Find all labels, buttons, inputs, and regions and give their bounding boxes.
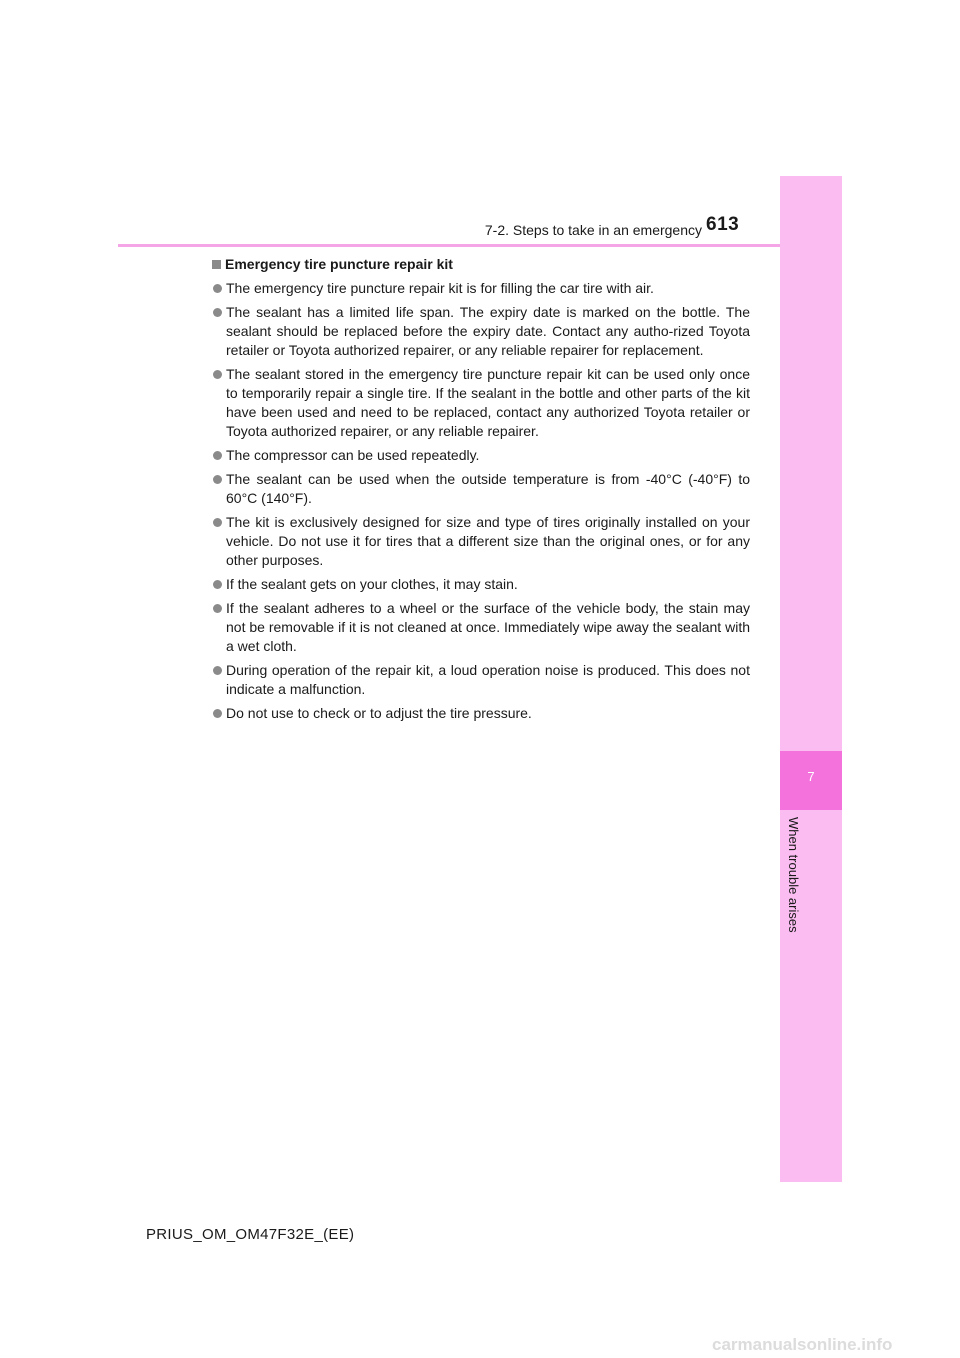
circle-bullet-icon — [213, 666, 222, 675]
bullet-list — [212, 279, 750, 723]
list-item — [212, 575, 750, 594]
list-item — [212, 599, 750, 656]
chapter-title: When trouble arises — [786, 817, 801, 933]
watermark: carmanualsonline.info — [712, 1335, 893, 1354]
chapter-number: 7 — [807, 769, 815, 784]
header-divider — [118, 244, 842, 247]
list-item-text: If the sealant gets on your clothes, it may stain. — [226, 576, 518, 592]
list-item — [212, 513, 750, 570]
circle-bullet-icon — [213, 451, 222, 460]
list-item-text: If the sealant adheres to a wheel or the surface of the vehicle body, the stain may not be removable if it is not cleaned at once. Immediately wipe away the sealant with a wet cloth. — [226, 600, 750, 654]
circle-bullet-icon — [213, 518, 222, 527]
circle-bullet-icon — [213, 475, 222, 484]
list-item-text: The compressor can be used repeatedly. — [226, 447, 480, 463]
list-item — [212, 365, 750, 441]
circle-bullet-icon — [213, 308, 222, 317]
list-item-text: The sealant can be used when the outside temperature is from -40°C (-40°F) to 60°C (140°F). — [226, 471, 750, 506]
list-item-text: During operation of the repair kit, a loud operation noise is produced. This does not indicate a malfunction. — [226, 662, 750, 697]
list-item — [212, 279, 750, 298]
square-bullet-icon — [212, 260, 221, 269]
list-item-text: The emergency tire puncture repair kit is for filling the car tire with air. — [226, 280, 654, 296]
list-item — [212, 470, 750, 508]
chapter-side-tab — [780, 176, 842, 1182]
circle-bullet-icon — [213, 604, 222, 613]
circle-bullet-icon — [213, 709, 222, 718]
document-id: PRIUS_OM_OM47F32E_(EE) — [146, 1226, 355, 1243]
list-item-text: The kit is exclusively designed for size and type of tires originally installed on your vehicle. Do not use it for tires that a different size than the original ones, or for any other purposes. — [226, 514, 750, 568]
list-item — [212, 446, 750, 465]
section-heading-text: Emergency tire puncture repair kit — [225, 256, 453, 272]
circle-bullet-icon — [213, 284, 222, 293]
list-item — [212, 661, 750, 699]
circle-bullet-icon — [213, 580, 222, 589]
list-item-text: Do not use to check or to adjust the tire pressure. — [226, 705, 532, 721]
list-item-text: The sealant has a limited life span. The expiry date is marked on the bottle. The sealant should be replaced before the expiry date. Contact any autho-rized Toyota retailer or Toyota authorized repairer, or any reliable repairer for replacement. — [226, 304, 750, 358]
main-content — [212, 255, 750, 728]
section-heading — [212, 255, 750, 274]
list-item — [212, 303, 750, 360]
list-item — [212, 704, 750, 723]
circle-bullet-icon — [213, 370, 222, 379]
page-number: 613 — [706, 214, 740, 235]
list-item-text: The sealant stored in the emergency tire puncture repair kit can be used only once to temporarily repair a single tire. If the sealant in the bottle and other parts of the kit have been used and need to be replaced, contact any authorized Toyota retailer or Toyota authorized repairer, or any reliable repairer. — [226, 366, 750, 439]
running-header-section: 7-2. Steps to take in an emergency — [484, 222, 702, 238]
